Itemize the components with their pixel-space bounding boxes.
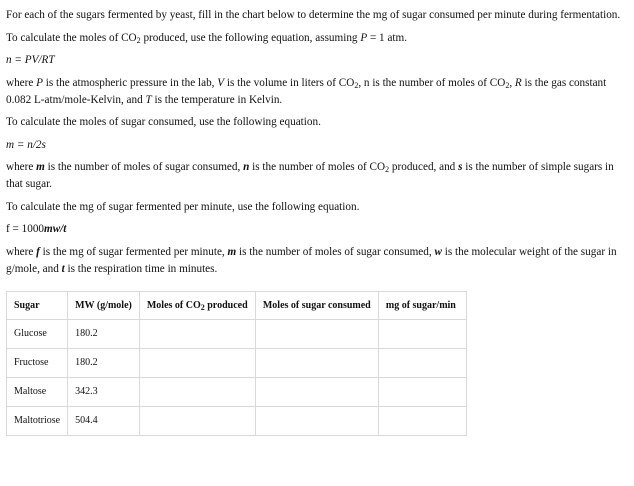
mg-per-minute-equation: f = 1000mw/t [6,223,67,235]
moles-co2-instruction: To calculate the moles of $CO_2$ produced, use the following equation, assuming P = 1 atm. [6,31,408,45]
cell-sugar: Maltose [7,377,68,406]
header-moles-sugar: Moles of sugar consumed [255,291,378,319]
cell-moles-co2[interactable] [139,319,255,348]
table-row [7,348,467,377]
cell-moles-sugar[interactable] [255,377,378,406]
sugar-consumed-instruction: To calculate the moles of sugar consumed, use the following equation. [6,116,321,128]
cell-mg-per-min[interactable] [378,406,466,435]
ideal-gas-equation: n = PV/RT [6,54,55,66]
sugar-consumed-variable-definitions: where m is the number of moles of sugar consumed, n is the number of moles of $CO_2$ produced, and s is the number of simple sugars in that sugar. [6,161,614,190]
cell-mw: 180.2 [68,348,140,377]
sugar-consumed-equation: m = n/2s [6,138,46,151]
header-mw: MW (g/mole) [68,291,140,319]
cell-mg-per-min[interactable] [378,377,466,406]
header-sugar: Sugar [7,291,68,319]
sugar-fermentation-table [6,291,467,436]
mg-per-minute-instruction: To calculate the mg of sugar fermented per minute, use the following equation. [6,200,360,213]
cell-sugar: Maltotriose [7,406,68,435]
table-row [7,319,467,348]
ideal-gas-variable-definitions: where P is the atmospheric pressure in the lab, V is the volume in liters of $CO_2$, n is the number of moles of $CO_2$, R is the gas constant 0.082 L-atm/mole-Kelvin, and T is the temperature in Kelvin. [6,76,607,106]
cell-moles-co2[interactable] [139,348,255,377]
cell-sugar: Fructose [7,348,68,377]
cell-mw: 180.2 [68,319,140,348]
cell-mw: 342.3 [68,377,140,406]
table-header-row [7,291,467,319]
cell-sugar: Glucose [7,319,68,348]
header-moles-co2: Moles of $CO_2$ produced [139,291,255,319]
cell-moles-co2[interactable] [139,377,255,406]
cell-mw: 504.4 [68,406,140,435]
intro-paragraph: For each of the sugars fermented by yeast, fill in the chart below to determine the mg of sugar consumed per minute during fermentation. [6,9,621,21]
mg-per-minute-variable-definitions: where f is the mg of sugar fermented per minute, m is the number of moles of sugar consumed, w is the molecular weight of the sugar in g/mole, and t is the respiration time in minutes. [6,245,617,275]
cell-moles-co2[interactable] [139,406,255,435]
cell-mg-per-min[interactable] [378,348,466,377]
cell-mg-per-min[interactable] [378,319,466,348]
cell-moles-sugar[interactable] [255,406,378,435]
cell-moles-sugar[interactable] [255,348,378,377]
table-row [7,377,467,406]
cell-moles-sugar[interactable] [255,319,378,348]
table-row [7,406,467,435]
header-mg-per-min: mg of sugar/min [378,291,466,319]
